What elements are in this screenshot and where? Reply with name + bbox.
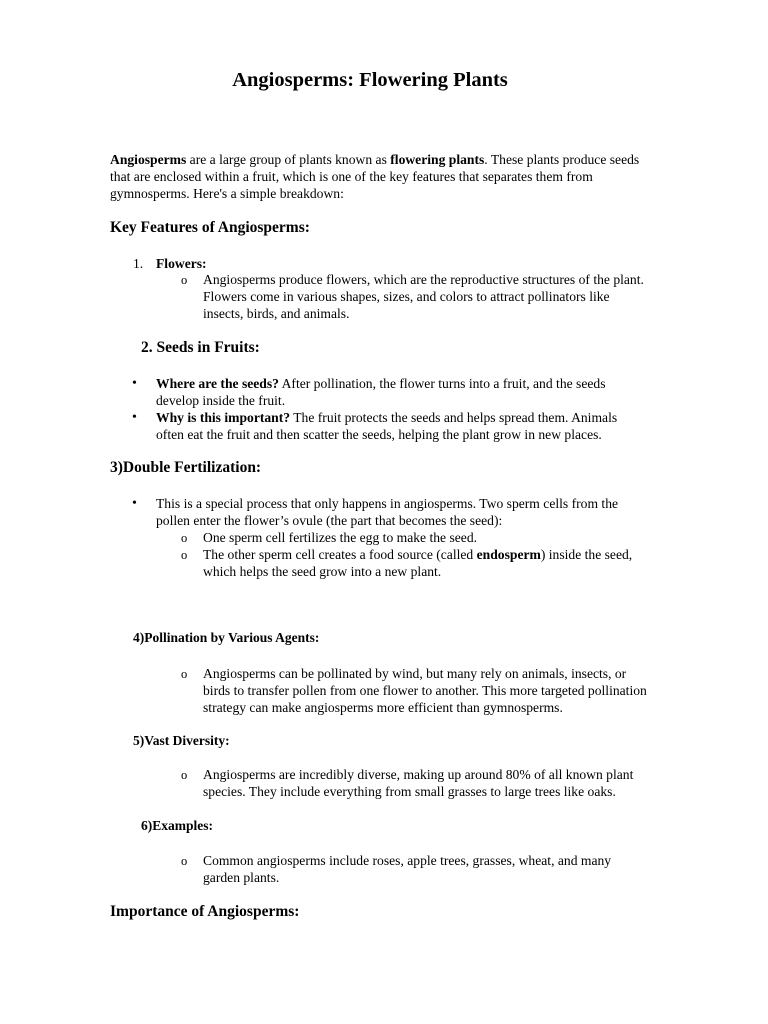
document-title: Angiosperms: Flowering Plants xyxy=(232,69,508,91)
item3-sub2-marker: o xyxy=(181,548,188,562)
item2-bullet-2-marker: • xyxy=(132,410,137,425)
item2-bullet-1: Where are the seeds? After pollination, the flower turns into a fruit, and the seeds develop inside the fruit. xyxy=(156,376,606,408)
item1-number: 1. xyxy=(133,256,144,271)
item5-text: Angiosperms are incredibly diverse, making up around 80% of all known plant species. They include everything from small grasses to large trees like oaks. xyxy=(203,767,634,799)
item3-bullet-marker: • xyxy=(132,496,137,511)
intro-line-1: Angiosperms are a large group of plants known as flowering plants. These plants produce seeds xyxy=(110,152,640,167)
importance-heading: Importance of Angiosperms: xyxy=(110,903,300,920)
item6-heading: 6)Examples: xyxy=(141,818,213,833)
item2-heading: 2. Seeds in Fruits: xyxy=(141,339,260,356)
item5-heading: 5)Vast Diversity: xyxy=(133,733,230,748)
item4-text: Angiosperms can be pollinated by wind, but many rely on animals, insects, or birds to transfer pollen from one flower to another. This more targeted pollination strategy can make angiosperms more efficient than gymnosperms. xyxy=(203,666,647,715)
intro-line-2: that are enclosed within a fruit, which is one of the key features that separates them from xyxy=(110,169,593,184)
item4-sub-marker: o xyxy=(181,667,188,681)
item4-heading: 4)Pollination by Various Agents: xyxy=(133,630,320,645)
intro-line-3: gymnosperms. Here's a simple breakdown: xyxy=(110,186,344,201)
item1-text: Angiosperms produce flowers, which are the reproductive structures of the plant. Flowers come in various shapes, sizes, and colors to attract pollinators like insects, birds, and animals. xyxy=(203,272,644,321)
item3-sub1-marker: o xyxy=(181,531,188,545)
intro-bold-term: flowering plants xyxy=(390,152,485,167)
key-features-heading: Key Features of Angiosperms: xyxy=(110,219,310,236)
item6-text: Common angiosperms include roses, apple trees, grasses, wheat, and many garden plants. xyxy=(203,853,612,885)
item3-sub2: The other sperm cell creates a food source (called endosperm) inside the seed, which helps the seed grow into a new plant. xyxy=(203,547,633,579)
item1-label: Flowers: xyxy=(156,256,207,271)
item1-sub-marker: o xyxy=(181,273,188,287)
item3-heading: 3)Double Fertilization: xyxy=(110,459,262,476)
item6-sub-marker: o xyxy=(181,854,188,868)
intro-term: Angiosperms xyxy=(110,152,187,167)
intro-paragraph xyxy=(110,151,730,202)
item5-sub-marker: o xyxy=(181,768,188,782)
item3-bullet: This is a special process that only happens in angiosperms. Two sperm cells from the pollen enter the flower’s ovule (the part that becomes the seed): xyxy=(156,496,619,528)
item2-bullet-1-marker: • xyxy=(132,376,137,391)
item3-sub1: One sperm cell fertilizes the egg to make the seed. xyxy=(203,530,478,545)
item2-bullet-2: Why is this important? The fruit protects the seeds and helps spread them. Animals often eat the fruit and then scatter the seeds, helping the plant grow in new places. xyxy=(156,410,618,442)
